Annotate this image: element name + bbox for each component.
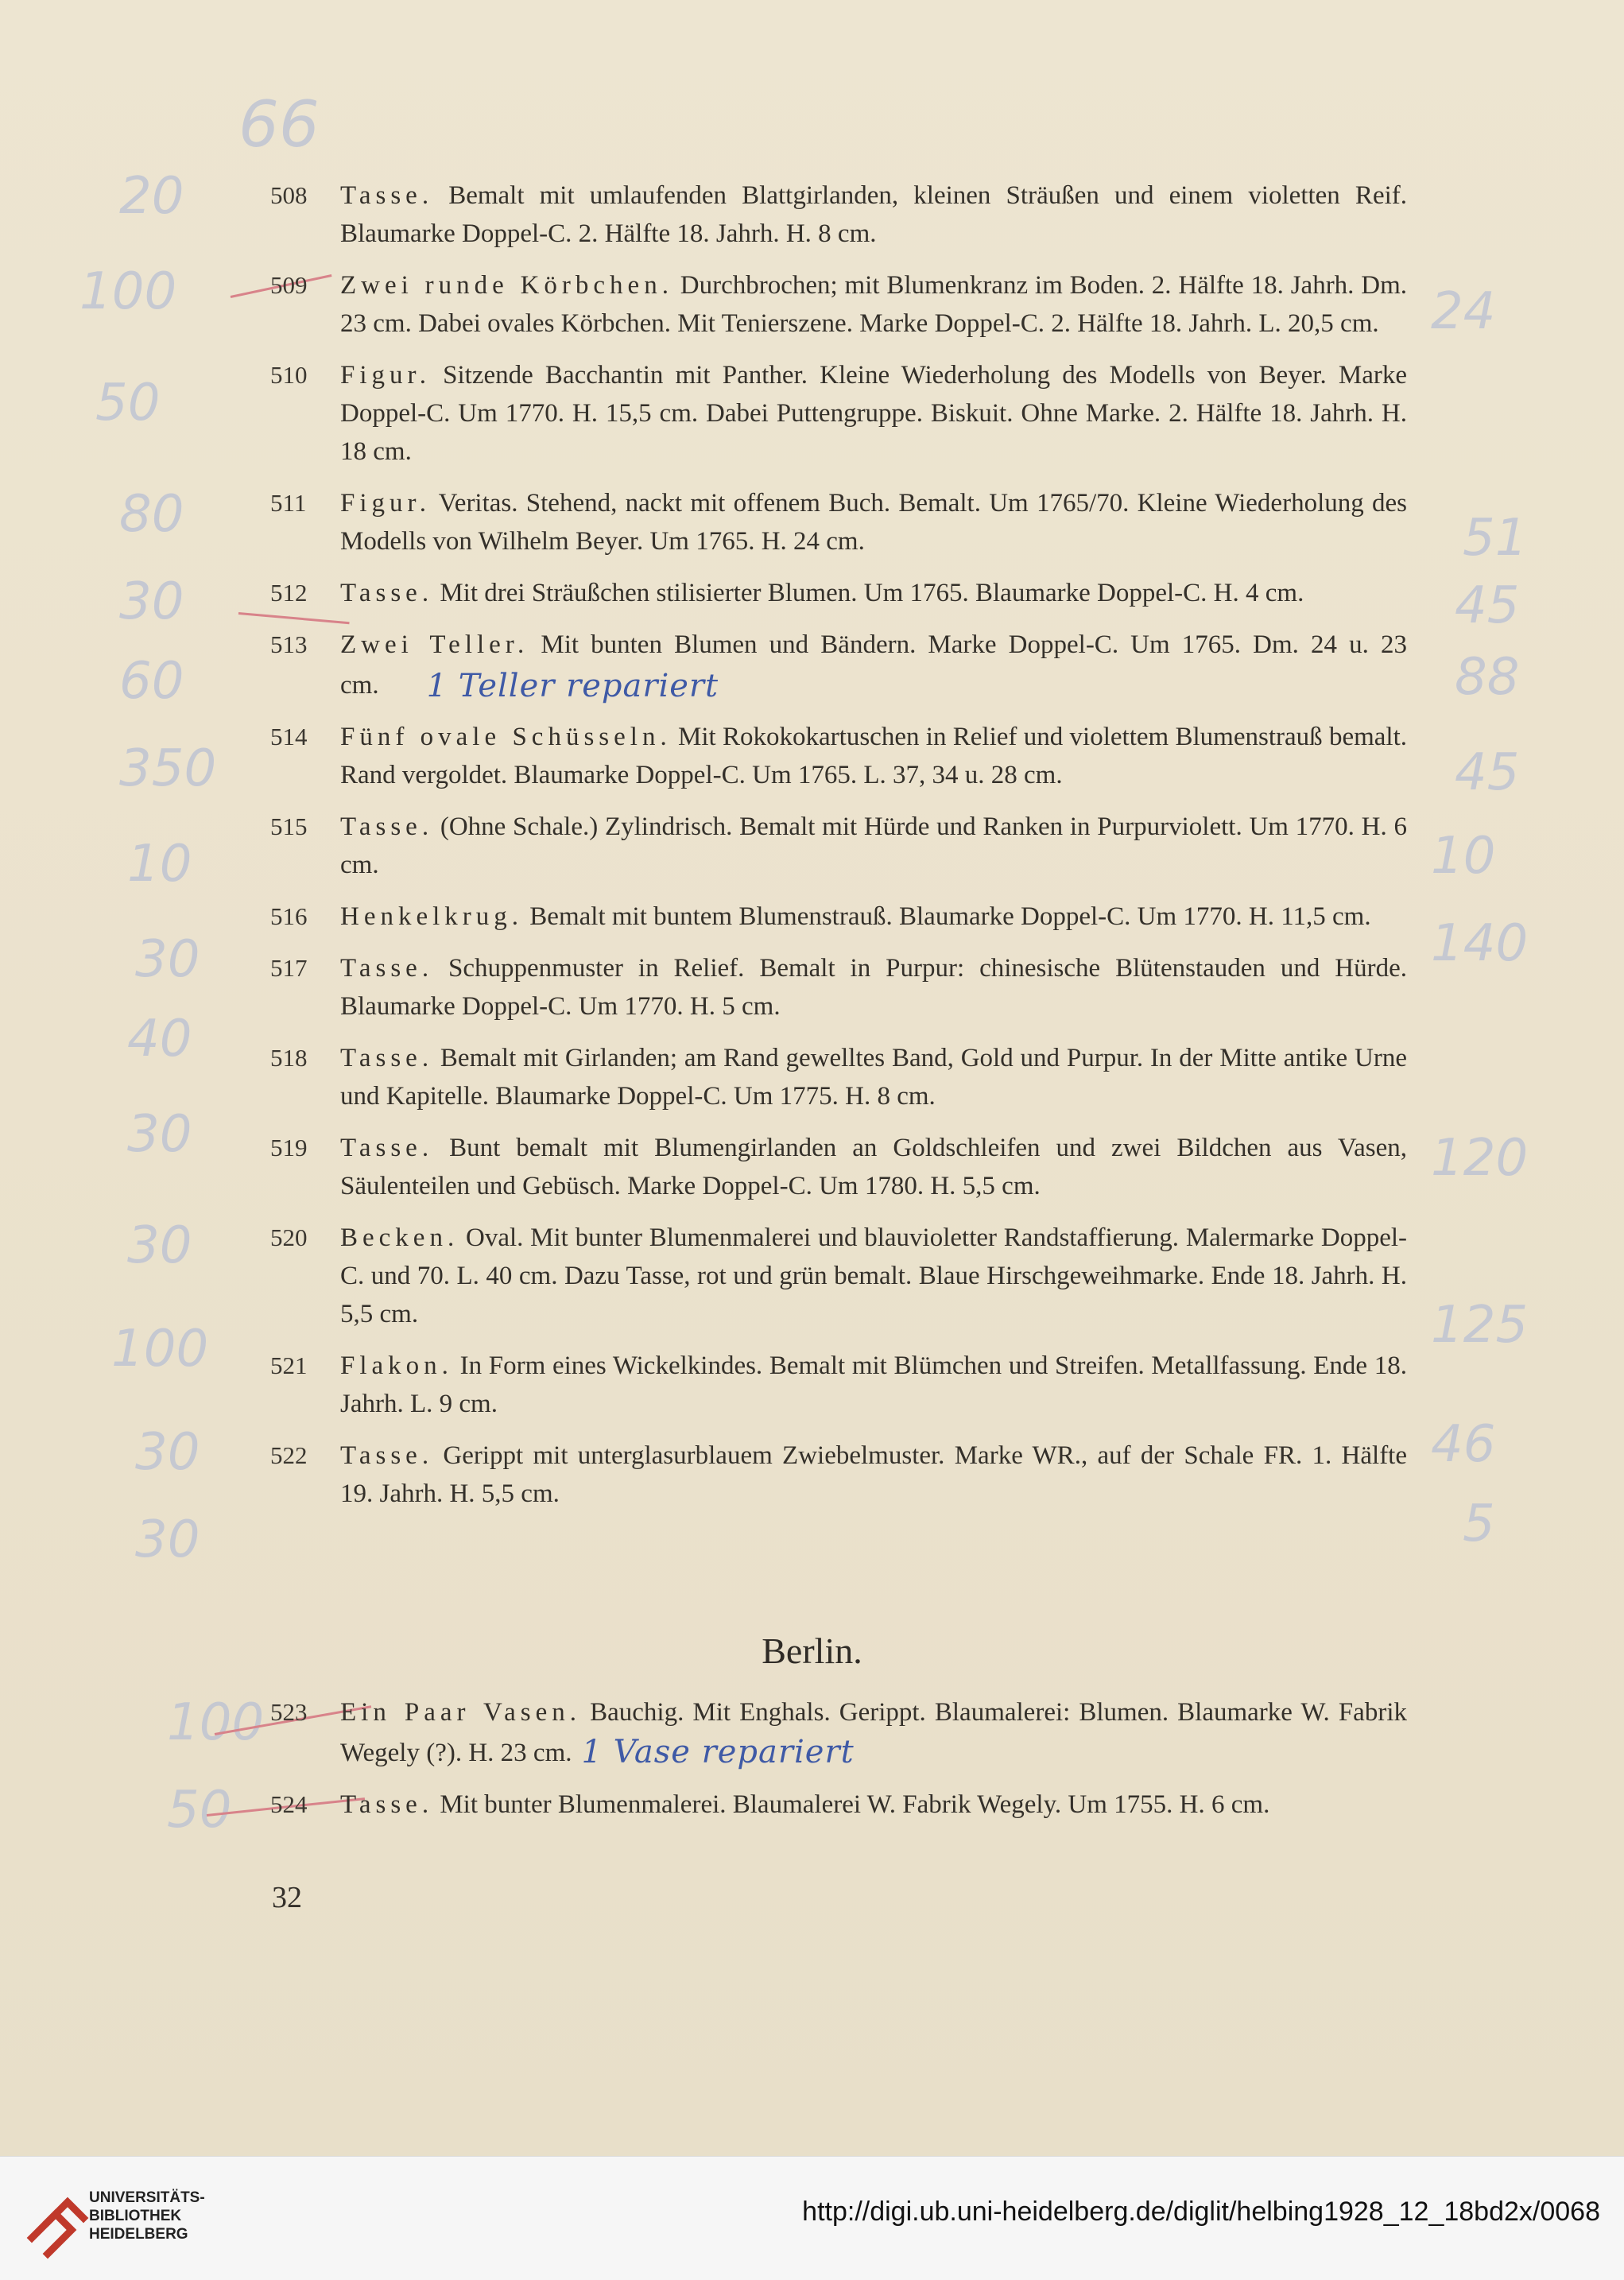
entry-description: (Ohne Schale.) Zylindrisch. Bemalt mit Hürde und Ranken in Purpurviolett. Um 1770. H. 6 cm. [340, 812, 1407, 879]
entry-description: Oval. Mit bunter Blumenmalerei und blauvioletter Randstaffierung. Malermarke Doppel-C. und 70. L. 40 cm. Dazu Tasse, rot und grün bemalt. Blaue Hirschgeweihmarke. Ende 18. Jahrh. H. 5,5 cm. [340, 1223, 1407, 1328]
entry-number: 516 [270, 902, 308, 930]
entry-description: Gerippt mit unterglasurblauem Zwiebelmuster. Marke WR., auf der Schale FR. 1. Hälfte 19. Jahrh. H. 5,5 cm. [340, 1441, 1407, 1508]
pencil-note-top: 66 [238, 87, 320, 161]
entry-keyword: Tasse. [340, 812, 434, 841]
pencil-price: 60 [119, 652, 184, 711]
catalog-entry [270, 1437, 1407, 1513]
pencil-note-right: 120 [1431, 1129, 1529, 1188]
library-name-line: UNIVERSITÄTS- [89, 2189, 205, 2206]
pencil-price: 100 [79, 262, 177, 321]
catalog-entry [270, 266, 1407, 343]
catalog-entry [270, 1693, 1407, 1772]
entry-description: Bemalt mit Girlanden; am Rand gewelltes Band, Gold und Purpur. In der Mitte antike Urne und Kapitelle. Blaumarke Doppel-C. Um 1775. H. 8 cm. [340, 1044, 1407, 1111]
pencil-note-right: 46 [1431, 1415, 1496, 1474]
entry-text [340, 949, 1407, 1026]
catalog-entry [270, 626, 1407, 704]
entry-description: Bunt bemalt mit Blumengirlanden an Goldschleifen und zwei Bildchen aus Vasen, Säulenteilen und Gebüsch. Marke Doppel-C. Um 1780. H. 5,5 cm. [340, 1134, 1407, 1200]
pencil-note-right: 10 [1431, 827, 1496, 886]
library-name [89, 2189, 205, 2243]
pencil-price: 30 [127, 1105, 192, 1164]
entry-text [340, 266, 1407, 343]
entry-text [340, 1693, 1407, 1772]
catalog-entry [270, 718, 1407, 794]
entry-number: 523 [270, 1698, 308, 1726]
entry-description: Mit drei Sträußchen stilisierter Blumen. Um 1765. Blaumarke Doppel-C. H. 4 cm. [433, 579, 1304, 607]
pencil-note-right: 125 [1431, 1296, 1529, 1355]
entry-keyword: Flakon. [340, 1351, 453, 1380]
catalog-entry [270, 808, 1407, 884]
entry-text [340, 898, 1407, 936]
pencil-price: 50 [167, 1781, 232, 1840]
entry-number: 522 [270, 1441, 308, 1469]
entry-keyword: Tasse. [340, 181, 434, 210]
ink-annotation: 1 Vase repariert [581, 1734, 855, 1770]
library-name-line: BIBLIOTHEK [89, 2208, 182, 2224]
entry-description: Bauchig. Mit Enghals. Gerippt. Blaumalerei: Blumen. Blaumarke W. Fabrik Wegely (?). H. 23 cm. [340, 1698, 1407, 1767]
entry-number: 513 [270, 630, 308, 658]
catalog-entry [270, 1219, 1407, 1333]
entry-list [270, 176, 1407, 1526]
footer-bar [0, 2156, 1624, 2280]
pencil-price: 30 [135, 930, 200, 989]
entry-keyword: Tasse. [340, 1134, 434, 1162]
entry-keyword: Tasse. [340, 1441, 434, 1470]
pencil-price: 350 [119, 739, 217, 798]
catalog-entry [270, 949, 1407, 1026]
pencil-note-right: 45 [1455, 743, 1520, 802]
pencil-price: 20 [119, 167, 184, 226]
pencil-price: 40 [127, 1010, 192, 1068]
entry-text [340, 718, 1407, 794]
entry-keyword: Tasse. [340, 579, 434, 607]
entry-number: 511 [270, 489, 307, 517]
pencil-note-right: 140 [1431, 914, 1529, 973]
entry-description: Durchbrochen; mit Blumenkranz im Boden. 2. Hälfte 18. Jahrh. Dm. 23 cm. Dabei ovales Körbchen. Mit Tenierszene. Marke Doppel-C. 2. Hälfte 18. Jahrh. L. 20,5 cm. [340, 271, 1407, 338]
entry-description: In Form eines Wickelkindes. Bemalt mit Blümchen und Streifen. Metallfassung. Ende 18. Jahrh. L. 9 cm. [340, 1351, 1407, 1418]
entry-keyword: Figur. [340, 361, 431, 390]
entry-text [340, 574, 1407, 612]
entry-keyword: Ein Paar Vasen. [340, 1698, 582, 1727]
entry-number: 524 [270, 1790, 308, 1818]
catalog-entry [270, 1347, 1407, 1423]
section-heading: Berlin. [762, 1631, 862, 1671]
pencil-price: 50 [95, 374, 161, 432]
pencil-note-right: 5 [1463, 1495, 1495, 1553]
catalog-entry [270, 1129, 1407, 1205]
entry-number: 521 [270, 1351, 308, 1379]
entry-description: Mit bunten Blumen und Bändern. Marke Doppel-C. Um 1765. Dm. 24 u. 23 cm. [340, 630, 1407, 700]
catalog-entry [270, 898, 1407, 936]
entry-number: 520 [270, 1223, 308, 1251]
pencil-price: 30 [135, 1510, 200, 1569]
entry-keyword: Figur. [340, 489, 431, 518]
entry-number: 510 [270, 361, 308, 389]
entry-description: Mit bunter Blumenmalerei. Blaumalerei W. Fabrik Wegely. Um 1755. H. 6 cm. [433, 1790, 1270, 1819]
catalog-entry [270, 1039, 1407, 1115]
catalog-entry [270, 484, 1407, 560]
entry-text [340, 176, 1407, 253]
catalog-entry [270, 574, 1407, 612]
pencil-price: 30 [135, 1423, 200, 1482]
pencil-price: 30 [119, 572, 184, 631]
entry-description: Veritas. Stehend, nackt mit offenem Buch. Bemalt. Um 1765/70. Kleine Wiederholung des Modells von Wilhelm Beyer. Um 1765. H. 24 cm. [340, 489, 1407, 556]
pencil-note-right: 24 [1431, 282, 1496, 341]
entry-keyword: Becken. [340, 1223, 459, 1252]
entry-keyword: Tasse. [340, 1790, 434, 1819]
entry-number: 509 [270, 271, 308, 299]
catalog-entry [270, 176, 1407, 253]
entry-number: 514 [270, 723, 308, 750]
entry-text [340, 1786, 1407, 1824]
entry-keyword: Zwei runde Körbchen. [340, 271, 673, 300]
pencil-price: 10 [127, 835, 192, 894]
pencil-price: 80 [119, 485, 184, 544]
pencil-price: 100 [111, 1320, 209, 1378]
entry-description: Sitzende Bacchantin mit Panther. Kleine Wiederholung des Modells von Beyer. Marke Doppel-C. Um 1770. H. 15,5 cm. Dabei Puttengruppe. Biskuit. Ohne Marke. 2. Hälfte 18. Jahrh. H. 18 cm. [340, 361, 1407, 466]
entry-number: 508 [270, 181, 308, 209]
entry-text [340, 1129, 1407, 1205]
entry-list-berlin [270, 1693, 1407, 1837]
entry-text [340, 626, 1407, 704]
entry-text [340, 808, 1407, 884]
entry-keyword: Fünf ovale Schüsseln. [340, 723, 672, 751]
pencil-price: 30 [127, 1216, 192, 1275]
entry-number: 515 [270, 812, 308, 840]
entry-keyword: Tasse. [340, 1044, 434, 1072]
pencil-note-right: 45 [1455, 576, 1520, 635]
entry-text [340, 356, 1407, 471]
entry-number: 519 [270, 1134, 308, 1161]
entry-description: Mit Rokokokartuschen in Relief und violettem Blumenstrauß bemalt. Rand vergoldet. Blaumarke Doppel-C. Um 1765. L. 37, 34 u. 28 cm. [340, 723, 1407, 789]
pencil-note-right: 51 [1463, 509, 1528, 568]
ink-annotation: 1 Teller repariert [426, 668, 719, 704]
source-url-link[interactable]: http://digi.ub.uni-heidelberg.de/diglit/helbing1928_12_18bd2x/0068 [802, 2197, 1600, 2227]
page-number: 32 [272, 1881, 302, 1914]
catalog-entry [270, 1786, 1407, 1824]
pencil-note-right: 88 [1455, 648, 1520, 707]
entry-number: 512 [270, 579, 308, 607]
entry-description: Schuppenmuster in Relief. Bemalt in Purpur: chinesische Blütenstauden und Hürde. Blaumarke Doppel-C. Um 1770. H. 5 cm. [340, 954, 1407, 1021]
entry-text [340, 1347, 1407, 1423]
library-name-line: HEIDELBERG [89, 2226, 188, 2243]
entry-keyword: Henkelkrug. [340, 902, 524, 931]
entry-text [340, 1039, 1407, 1115]
entry-number: 517 [270, 954, 308, 982]
entry-text [340, 1437, 1407, 1513]
catalog-entry [270, 356, 1407, 471]
entry-text [340, 1219, 1407, 1333]
pencil-price: 100 [167, 1693, 265, 1752]
entry-keyword: Zwei Teller. [340, 630, 529, 659]
entry-text [340, 484, 1407, 560]
entry-description: Bemalt mit umlaufenden Blattgirlanden, kleinen Sträußen und einem violetten Reif. Blaumarke Doppel-C. 2. Hälfte 18. Jahrh. H. 8 cm. [340, 181, 1407, 248]
entry-description: Bemalt mit buntem Blumenstrauß. Blaumarke Doppel-C. Um 1770. H. 11,5 cm. [523, 902, 1371, 931]
entry-keyword: Tasse. [340, 954, 434, 983]
entry-number: 518 [270, 1044, 308, 1072]
